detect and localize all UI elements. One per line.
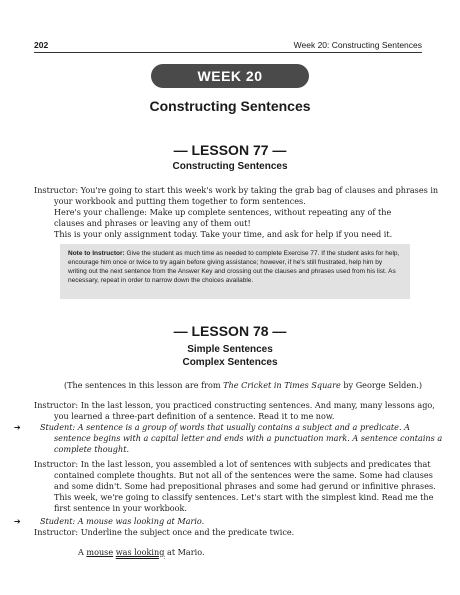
source-note xyxy=(64,380,434,391)
student-response-1-text: Student: A sentence is a group of words that usually contains a subject and a predicate. A sentence begins with a capital letter and ends with a punctuation mark. A sentence contains a complete thought. xyxy=(40,422,443,454)
running-header xyxy=(34,40,422,54)
arrow-icon: ➔ xyxy=(14,422,21,432)
lesson-77-paragraph-1: Instructor: You're going to start this week's work by taking the grab bag of clauses and phrases in your workbook and putting them together to form sentences. xyxy=(34,185,439,206)
week-badge: WEEK 20 xyxy=(151,64,309,88)
lesson-78-subtitle-2: Complex Sentences xyxy=(182,357,278,368)
arrow-icon: ➔ xyxy=(14,516,21,526)
note-to-instructor xyxy=(60,244,410,299)
source-pre: (The sentences in this lesson are from xyxy=(64,380,224,390)
example-sentence xyxy=(78,547,418,558)
lesson-78-heading: — LESSON 78 — xyxy=(173,323,287,339)
running-title: Week 20: Constructing Sentences xyxy=(293,40,422,50)
student-response-2 xyxy=(14,516,444,527)
chapter-title: Constructing Sentences xyxy=(149,98,311,114)
lesson-77-paragraph-3: This is your only assignment today. Take your time, and ask for help if you need it. xyxy=(54,229,393,239)
lesson-77-paragraph-2: Here's your challenge: Make up complete sentences, without repeating any of the clauses and phrases or leaving any of them out! xyxy=(54,207,392,228)
lesson-78-paragraph-3: Instructor: Underline the subject once and the predicate twice. xyxy=(34,527,295,537)
header-rule xyxy=(34,52,422,53)
note-text: Give the student as much time as needed to complete Exercise 77. If the student asks for help, encourage him once or twice to try again before giving assistance; however, if he's still frustrated, help him by writing out the next sentence from the Answer Key and crossing out the clauses and phrases used from his list. As necessary, repeat in order to narrow down the choices available. xyxy=(68,250,400,284)
example-rest: at Mario. xyxy=(164,547,205,557)
lesson-78-paragraph-2: Instructor: In the last lesson, you assembled a lot of sentences with subjects and predicates that contained complete thoughts. But not all of the sentences were the same. Some had clauses and some didn't. Some had prepositional phrases and some had gerund or infinitive phrases. This week, we're going to classify sentences. Let's start with the simplest kind. Read me the first sentence in your workbook. xyxy=(34,459,436,513)
lesson-77-heading: — LESSON 77 — xyxy=(173,142,287,158)
lesson-78-paragraph-1: Instructor: In the last lesson, you practiced constructing sentences. And many, many lessons ago, you learned a three-part definition of a sentence. Read it to me now. xyxy=(34,400,435,421)
example-article: A xyxy=(78,547,87,557)
student-response-2-text: Student: A mouse was looking at Mario. xyxy=(40,516,205,526)
student-response-1 xyxy=(14,422,444,455)
source-post: by George Selden.) xyxy=(340,380,423,390)
example-predicate: was looking xyxy=(115,547,165,557)
lesson-78-subtitle-1: Simple Sentences xyxy=(187,344,273,355)
note-label: Note to Instructor: xyxy=(68,250,125,257)
example-subject: mouse xyxy=(86,547,114,557)
page-number: 202 xyxy=(34,40,49,50)
lesson-77-subtitle: Constructing Sentences xyxy=(172,161,288,172)
source-book-title: The Cricket in Times Square xyxy=(223,380,341,390)
